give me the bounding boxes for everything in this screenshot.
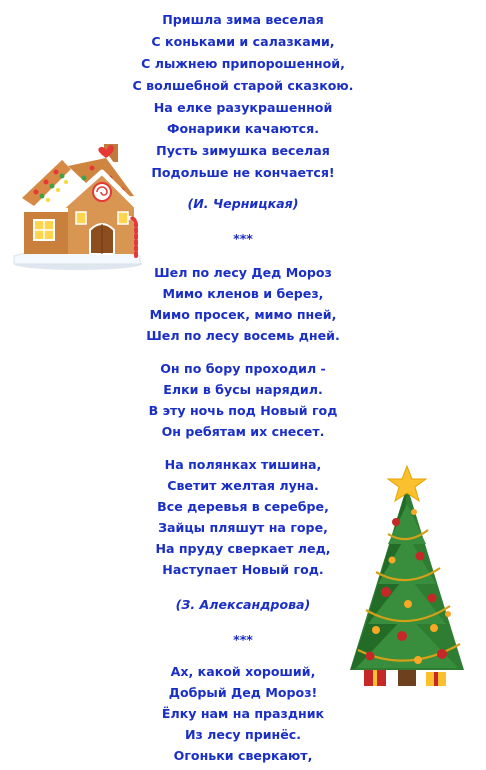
poem2-s2-line-4: Он ребятам их снесет.: [161, 424, 325, 439]
poem1-author: (И. Черницкая): [187, 196, 299, 211]
poem1-line-3: С лыжнею припорошенной,: [141, 56, 345, 71]
poem2-s1-line-2: Мимо кленов и берез,: [162, 286, 324, 301]
poem2-s2-line-3: В эту ночь под Новый год: [148, 403, 338, 418]
separator-2: ***: [233, 632, 253, 647]
poem2-s2-line-2: Елки в бусы нарядил.: [163, 382, 323, 397]
poem2-s3-line-6: Наступает Новый год.: [162, 562, 324, 577]
poem2-s1-line-3: Мимо просек, мимо пней,: [149, 307, 337, 322]
poem3-line-3: Ёлку нам на праздник: [161, 706, 325, 721]
poem3-line-1: Ах, какой хороший,: [170, 664, 316, 679]
poem1-line-6: Фонарики качаются.: [166, 121, 319, 136]
poem1-line-4: С волшебной старой сказкою.: [132, 78, 354, 93]
poem3-line-5: Огоньки сверкают,: [173, 748, 313, 763]
poem2-author: (З. Александрова): [175, 597, 311, 612]
poem1-line-8: Подольше не кончается!: [151, 165, 335, 180]
poem3-line-4: Из лесу принёс.: [184, 727, 302, 742]
poem2-s1-line-1: Шел по лесу Дед Мороз: [154, 265, 332, 280]
poem3-line-2: Добрый Дед Мороз!: [168, 685, 318, 700]
poem1-line-5: На елке разукрашенной: [153, 100, 333, 115]
poem1-line-2: С коньками и салазками,: [151, 34, 335, 49]
poem2-s3-line-1: На полянках тишина,: [164, 457, 322, 472]
poem1-line-7: Пусть зимушка веселая: [156, 143, 330, 158]
poem2-s3-line-4: Зайцы пляшут на горе,: [158, 520, 328, 535]
poem2-s3-line-5: На пруду сверкает лед,: [155, 541, 331, 556]
poem2-s2-line-1: Он по бору проходил -: [160, 361, 326, 376]
poem2-s3-line-2: Светит желтая луна.: [167, 478, 319, 493]
poem2-s3-line-3: Все деревья в серебре,: [157, 499, 329, 514]
poem2-s1-line-4: Шел по лесу восемь дней.: [146, 328, 340, 343]
gingerbread-house-icon: [6, 134, 146, 272]
poem1-line-1: Пришла зима веселая: [162, 12, 324, 27]
christmas-tree-icon: [336, 464, 478, 692]
separator-1: ***: [233, 231, 253, 246]
